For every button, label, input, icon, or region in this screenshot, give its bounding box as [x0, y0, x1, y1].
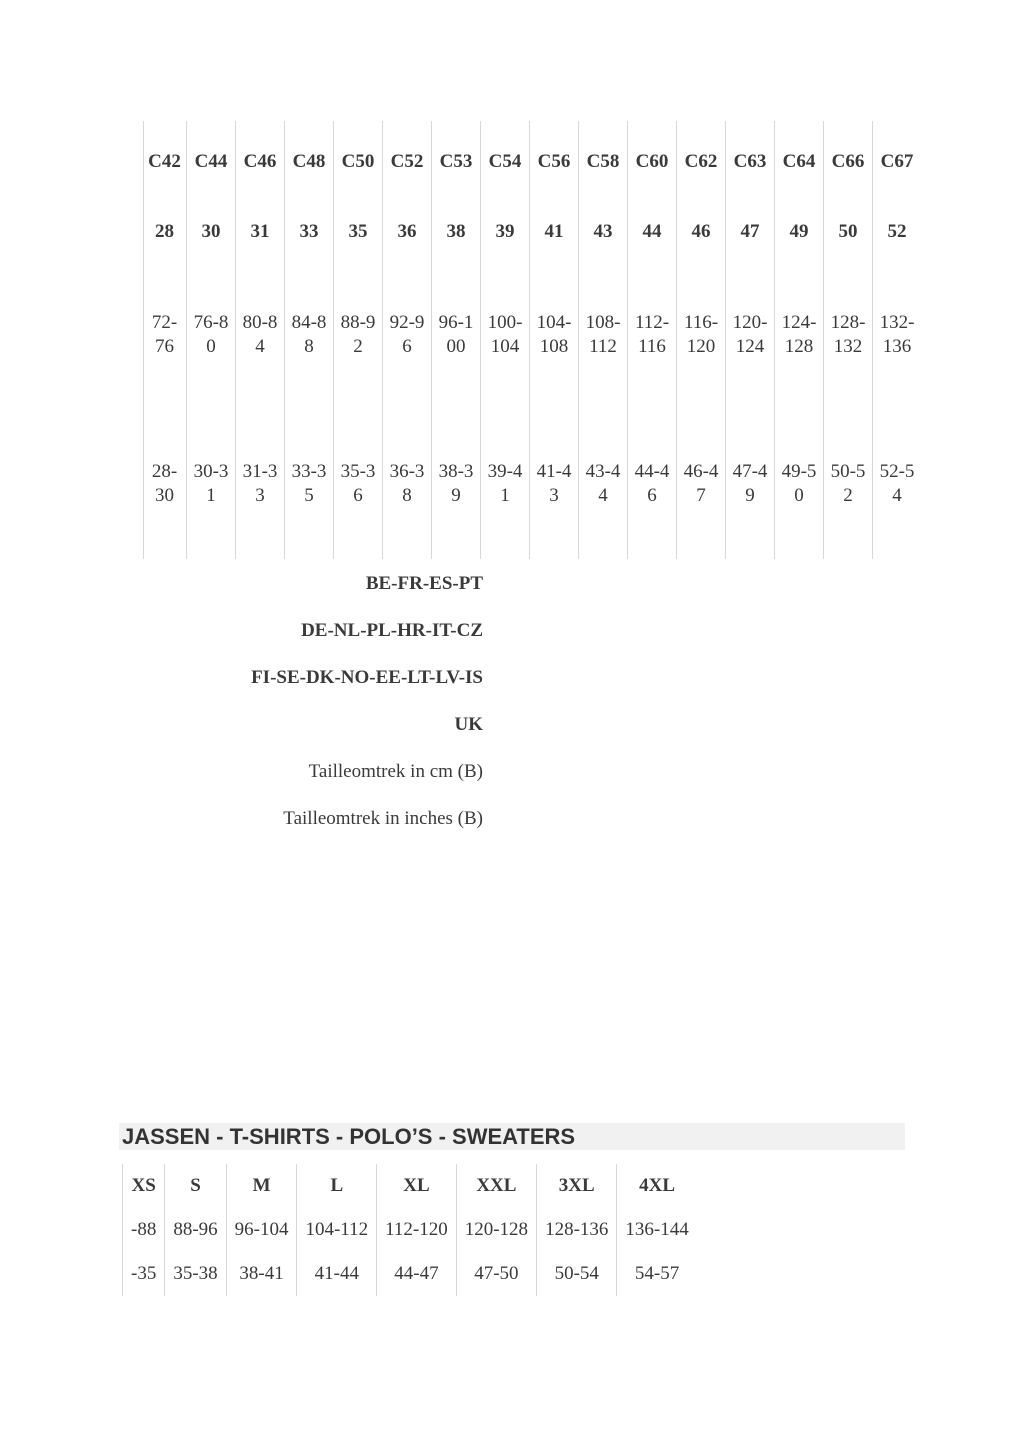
jackets-cm-cell: 120-128 [456, 1208, 536, 1252]
waist-inches-cell: 38-39 [432, 409, 481, 559]
waist-inches-cell: 35-36 [334, 409, 383, 559]
waist-size-table [143, 121, 921, 559]
label-waist-cm: Tailleomtrek in cm (B) [308, 761, 483, 782]
waist-cm-cell: 132-136 [873, 261, 922, 409]
jackets-cm-cell: 112-120 [377, 1208, 457, 1252]
uk-size-cell: 35 [334, 203, 383, 261]
uk-size-cell: 52 [873, 203, 922, 261]
waist-inches-cell: 52-54 [873, 409, 922, 559]
waist-inches-cell: 47-49 [726, 409, 775, 559]
jackets-cm-cell: 128-136 [537, 1208, 617, 1252]
waist-inches-cell: 31-33 [236, 409, 285, 559]
uk-size-cell: 28 [144, 203, 187, 261]
uk-size-cell: 47 [726, 203, 775, 261]
size-header-cell: C50 [334, 121, 383, 203]
waist-inches-cell: 33-35 [285, 409, 334, 559]
label-be-fr-es-pt: BE-FR-ES-PT [365, 573, 483, 594]
waist-cm-cell: 72-76 [144, 261, 187, 409]
size-header-cell: C60 [628, 121, 677, 203]
jackets-cm-cell: 104-112 [297, 1208, 377, 1252]
section-title: JASSEN - T-SHIRTS - POLO’S - SWEATERS [119, 1123, 905, 1150]
uk-size-cell: 43 [579, 203, 628, 261]
label-waist-inches: Tailleomtrek in inches (B) [283, 808, 483, 829]
waist-cm-cell: 120-124 [726, 261, 775, 409]
size-header-cell: C48 [285, 121, 334, 203]
uk-size-cell: 49 [775, 203, 824, 261]
jackets-inches-cell: 44-47 [377, 1252, 457, 1296]
jackets-size-row [123, 1164, 697, 1208]
waist-cm-cell: 104-108 [530, 261, 579, 409]
label-fi-se-dk: FI-SE-DK-NO-EE-LT-LV-IS [251, 667, 483, 688]
waist-cm-cell: 112-116 [628, 261, 677, 409]
waist-cm-cell: 108-112 [579, 261, 628, 409]
waist-inches-cell: 41-43 [530, 409, 579, 559]
uk-size-cell: 36 [383, 203, 432, 261]
uk-size-cell: 38 [432, 203, 481, 261]
jackets-size-cell: M [226, 1164, 297, 1208]
waist-cm-cell: 96-100 [432, 261, 481, 409]
waist-inches-cell: 28-30 [144, 409, 187, 559]
size-header-cell: C66 [824, 121, 873, 203]
size-header-cell: C54 [481, 121, 530, 203]
jackets-cm-row [123, 1208, 697, 1252]
uk-size-cell: 46 [677, 203, 726, 261]
uk-size-cell: 33 [285, 203, 334, 261]
jackets-size-cell: L [297, 1164, 377, 1208]
jackets-inches-cell: 41-44 [297, 1252, 377, 1296]
uk-size-cell: 30 [187, 203, 236, 261]
size-header-cell: C63 [726, 121, 775, 203]
waist-cm-cell: 84-88 [285, 261, 334, 409]
jackets-size-table [122, 1164, 697, 1296]
waist-cm-cell: 124-128 [775, 261, 824, 409]
waist-cm-cell: 80-84 [236, 261, 285, 409]
uk-size-cell: 31 [236, 203, 285, 261]
jackets-size-cell: XL [377, 1164, 457, 1208]
waist-cm-cell: 88-92 [334, 261, 383, 409]
row-labels [180, 570, 483, 852]
waist-inches-cell: 30-31 [187, 409, 236, 559]
uk-size-cell: 41 [530, 203, 579, 261]
size-header-cell: C42 [144, 121, 187, 203]
jackets-size-cell: XXL [456, 1164, 536, 1208]
jackets-cm-cell: 96-104 [226, 1208, 297, 1252]
size-header-cell: C53 [432, 121, 481, 203]
size-header-cell: C52 [383, 121, 432, 203]
uk-size-cell: 50 [824, 203, 873, 261]
jackets-inches-cell: 47-50 [456, 1252, 536, 1296]
jackets-inches-row [123, 1252, 697, 1296]
jackets-inches-cell: 38-41 [226, 1252, 297, 1296]
size-header-cell: C44 [187, 121, 236, 203]
waist-cm-cell: 100-104 [481, 261, 530, 409]
waist-inches-cell: 39-41 [481, 409, 530, 559]
uk-size-cell: 39 [481, 203, 530, 261]
jackets-inches-cell: 54-57 [617, 1252, 697, 1296]
uk-size-cell: 44 [628, 203, 677, 261]
jackets-size-cell: XS [123, 1164, 165, 1208]
waist-cm-row [144, 261, 922, 409]
size-header-cell: C64 [775, 121, 824, 203]
jackets-inches-cell: -35 [123, 1252, 165, 1296]
size-header-cell: C67 [873, 121, 922, 203]
uk-size-row [144, 203, 922, 261]
jackets-size-cell: 3XL [537, 1164, 617, 1208]
size-header-row [144, 121, 922, 203]
size-header-cell: C62 [677, 121, 726, 203]
waist-inches-cell: 44-46 [628, 409, 677, 559]
waist-cm-cell: 116-120 [677, 261, 726, 409]
label-de-nl-pl-hr-it-cz: DE-NL-PL-HR-IT-CZ [301, 620, 483, 641]
waist-cm-cell: 128-132 [824, 261, 873, 409]
waist-inches-cell: 50-52 [824, 409, 873, 559]
jackets-size-cell: 4XL [617, 1164, 697, 1208]
waist-inches-cell: 46-47 [677, 409, 726, 559]
jackets-inches-cell: 35-38 [165, 1252, 226, 1296]
size-header-cell: C58 [579, 121, 628, 203]
waist-inches-cell: 49-50 [775, 409, 824, 559]
waist-inches-row [144, 409, 922, 559]
size-header-cell: C56 [530, 121, 579, 203]
waist-inches-cell: 36-38 [383, 409, 432, 559]
waist-cm-cell: 76-80 [187, 261, 236, 409]
waist-inches-cell: 43-44 [579, 409, 628, 559]
label-uk: UK [454, 714, 483, 735]
jackets-cm-cell: 88-96 [165, 1208, 226, 1252]
jackets-cm-cell: 136-144 [617, 1208, 697, 1252]
jackets-inches-cell: 50-54 [537, 1252, 617, 1296]
jackets-cm-cell: -88 [123, 1208, 165, 1252]
size-header-cell: C46 [236, 121, 285, 203]
waist-cm-cell: 92-96 [383, 261, 432, 409]
jackets-size-cell: S [165, 1164, 226, 1208]
